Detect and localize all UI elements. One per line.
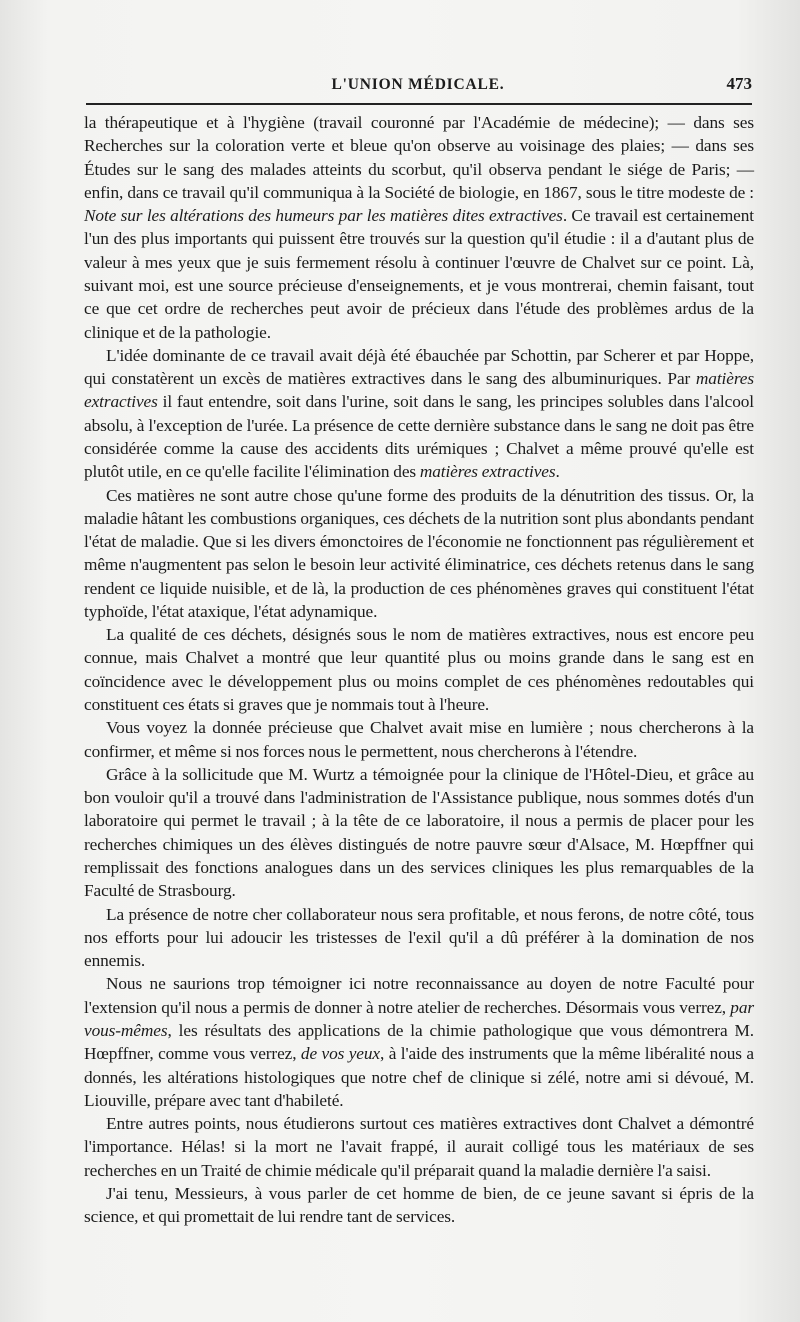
text-run: . bbox=[555, 462, 560, 482]
page-number: 473 bbox=[726, 74, 752, 93]
paragraph-p2 bbox=[84, 344, 754, 484]
text-run: La présence de notre cher collaborateur nous sera profitable, et nous ferons, de notre côté, tous nos efforts pour lui adoucir les tristesses de l'exil qu'il a dû préférer à la domination de nos ennemis. bbox=[84, 904, 754, 971]
text-run: Nous ne saurions trop témoigner ici notre reconnaissance au doyen de notre Faculté pour l'extension qu'il nous a permis de donner à notre atelier de recherches. Désormais vous verrez, bbox=[84, 974, 754, 1017]
body-text bbox=[84, 111, 754, 1229]
page-header bbox=[84, 72, 752, 104]
text-run: Grâce à la sollicitude que M. Wurtz a témoignée pour la clinique de l'Hôtel-Dieu, et grâce au bon vouloir qu'il a trouvé dans l'administration de l'Assistance publique, nous sommes dotés d'un laboratoire qui permet le travail ; à la tête de ce laboratoire, il nous a permis de placer pour les recherches chimiques un des élèves distingués de notre pauvre sœur d'Alsace, M. Hœpffner qui remplissait des fonctions analogues dans un des services cliniques les plus remarquables de la Faculté de Strasbourg. bbox=[84, 764, 754, 901]
text-run: La qualité de ces déchets, désignés sous le nom de matières extractives, nous est encore peu connue, mais Chalvet a montré que leur quantité plus ou moins grande dans le sang est en coïncidence avec le développement plus ou moins complet de ces phénomènes redoutables qui constituent ces états si graves que je nommais tout à l'heure. bbox=[84, 625, 754, 715]
italic-text: de vos yeux bbox=[300, 1044, 380, 1064]
text-run: il faut entendre, soit dans l'urine, soit dans le sang, les principes solubles dans l'alcool absolu, à l'exception de l'urée. La présence de cette dernière substance dans le sang ne doit pas être considérée comme la cause des accidents dits urémiques ; Chalvet a même prouvé qu'elle est plutôt utile, en ce qu'elle facilite l'élimination des bbox=[84, 392, 754, 482]
text-run: L'idée dominante de ce travail avait déjà été ébauchée par Schottin, par Scherer et par Hoppe, qui constatèrent un excès de matières extractives dans le sang des albuminuriques. Par bbox=[84, 345, 754, 389]
text-run: , à l'aide des instruments que la même libéralité nous a donnés, les altérations histologiques que notre chef de clinique si zélé, notre ami si dévoué, M. Liouville, prépare avec tant d'habileté. bbox=[84, 1044, 754, 1110]
text-run: Entre autres points, nous étudierons surtout ces matières extractives dont Chalvet a démontré l'importance. Hélas! si la mort ne l'avait frappé, il aurait colligé tous les matériaux de ses recherches en un Traité de chimie médicale qu'il préparait quand la maladie dernière l'a saisi. bbox=[84, 1114, 754, 1180]
paragraph-p7 bbox=[84, 903, 754, 973]
text-run: J'ai tenu, Messieurs, à vous parler de cet homme de bien, de ce jeune savant si épris de la science, et qui promettait de lui rendre tant de services. bbox=[84, 1183, 754, 1227]
running-title: L'UNION MÉDICALE. bbox=[331, 76, 505, 93]
paragraph-p4 bbox=[84, 623, 754, 716]
paragraph-p6 bbox=[84, 763, 754, 903]
text-run: Vous voyez la donnée précieuse que Chalvet avait mise en lumière ; nous chercherons à la confirmer, et même si nos forces nous le permettent, nous chercherons à l'étendre. bbox=[84, 718, 754, 761]
italic-text: par vous-mêmes bbox=[84, 997, 754, 1040]
text-run: , les résultats des applications de la chimie pathologique que vous démontrera M. Hœpffner, comme vous verrez, bbox=[84, 1020, 754, 1064]
italic-text: matières extractives bbox=[84, 369, 754, 412]
paragraph-p1 bbox=[84, 111, 754, 344]
italic-text: matières extractives bbox=[419, 462, 556, 482]
paragraph-p8 bbox=[84, 972, 754, 1112]
text-run: . Ce travail est certainement l'un des plus importants qui puissent être trouvés sur la question qu'il étudie : il a d'autant plus de valeur à mes yeux que je suis fermement résolu à continuer l'œuvre de Chalvet sur ce point. Là, suivant moi, est une source précieuse d'enseignements, et je vous montrerai, chemin faisant, tout ce que cet ordre de recherches peut avoir de précieux dans l'étude des problèmes ardus de la clinique et de la pathologie. bbox=[84, 206, 754, 342]
header-rule bbox=[86, 103, 752, 105]
text-run: la thérapeutique et à l'hygiène (travail couronné par l'Académie de médecine); — dans ses Recherches sur la coloration verte et bleue qu'on observe au voisinage des plaies; — dans ses Études sur le sang des malades atteints du scorbut, qu'il observa pendant le siége de Paris; — enfin, dans ce travail qu'il communiqua à la Société de biologie, en 1867, sous le titre modeste de : bbox=[84, 113, 754, 202]
paragraph-p3 bbox=[84, 484, 754, 624]
paragraph-p9 bbox=[84, 1112, 754, 1182]
italic-text: Note sur les altérations des humeurs par les matières dites extractives bbox=[84, 206, 563, 226]
paragraph-p10 bbox=[84, 1182, 754, 1229]
paragraph-p5 bbox=[84, 716, 754, 763]
text-run: Ces matières ne sont autre chose qu'une forme des produits de la dénutrition des tissus. Or, la maladie hâtant les combustions organiques, ces déchets de la nutrition sont plus abondants pendant l'état de maladie. Que si les divers émonctoires de l'économie ne fonctionnent pas régulièrement et même n'augmentent pas selon le besoin leur activité éliminatrice, ces déchets retenus dans le sang rendent ce liquide nuisible, et de là, la production de ces phénomènes graves qui constituent l'état typhoïde, l'état ataxique, l'état adynamique. bbox=[84, 485, 754, 621]
